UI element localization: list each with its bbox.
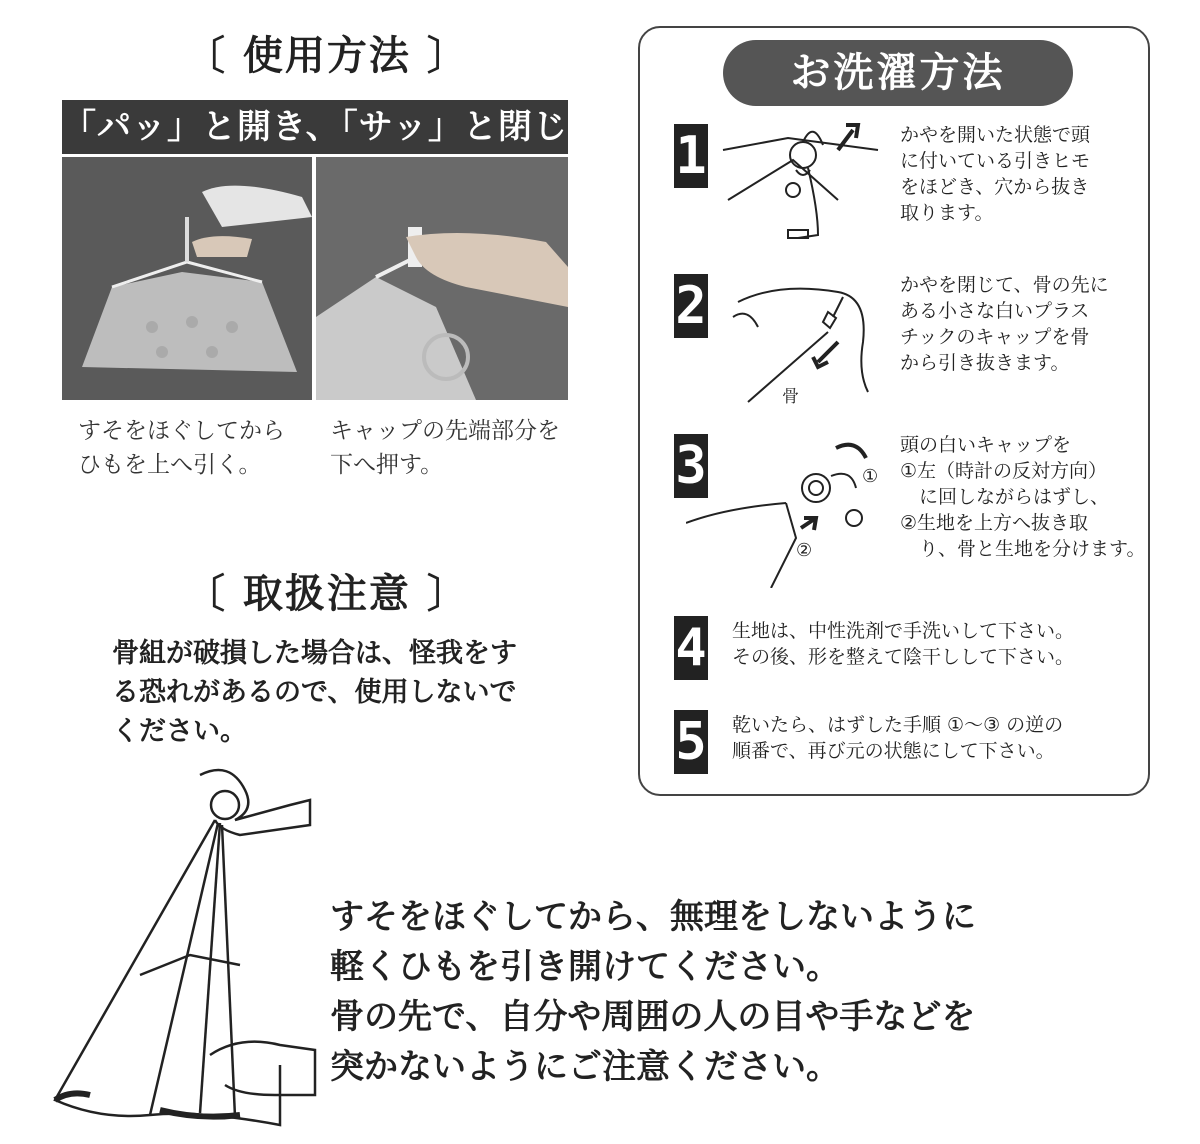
step-3-number: 3 [675, 436, 707, 496]
step-4-text: 生地は、中性洗剤で手洗いして下さい。 その後、形を整えて陰干しして下さい。 [732, 620, 1075, 668]
step-3-marker-1: ① [862, 466, 879, 487]
washing-title: お洗濯方法 [723, 40, 1073, 106]
usage-photo-open [62, 157, 312, 400]
step-5-text: 乾いたら、はずした手順 ①～③ の逆の 順番で、再び元の状態にして下さい。 [732, 714, 1064, 762]
bottom-caution-text: すそをほぐしてから、無理をしないように 軽くひもを引き開けてください。 骨の先で、自分や周囲の人の目や手などを 突かないようにご注意ください。 [330, 897, 976, 1087]
step-3-marker-2: ② [796, 540, 813, 561]
usage-heading: 〔 使用方法 〕 [185, 33, 469, 79]
step-3-illustration [686, 428, 886, 588]
step-2-number: 2 [675, 276, 707, 336]
step-2-illustration [718, 262, 888, 407]
step-1-illustration [718, 110, 888, 250]
closed-net-illustration [40, 765, 320, 1140]
caution-text: 骨組が破損した場合は、怪我をす る恐れがあるので、使用しないで ください。 [112, 638, 517, 747]
step-3-text: 頭の白いキャップを ①左（時計の反対方向） に回しながらはずし、 ②生地を上方へ抜き取 り、骨と生地を分けます。 [900, 434, 1146, 560]
usage-caption-right: キャップの先端部分を 下へ押す。 [330, 418, 560, 478]
step-2-text: かやを閉じて、骨の先に ある小さな白いプラス チックのキャップを骨 から引き抜きます。 [900, 274, 1109, 374]
step-4-number: 4 [675, 618, 707, 678]
caution-heading: 〔 取扱注意 〕 [185, 571, 469, 617]
usage-photo-close [316, 157, 568, 400]
step-1-number: 1 [675, 126, 707, 186]
step-5-number: 5 [675, 712, 707, 772]
step-1-text: かやを開いた状態で頭 に付いている引きヒモ をほどき、穴から抜き 取ります。 [900, 124, 1091, 224]
usage-banner: 「パッ」と開き、「サッ」と閉じる [62, 100, 568, 154]
step-2-bone-label: 骨 [782, 387, 799, 407]
usage-caption-left: すそをほぐしてから ひもを上へ引く。 [78, 418, 285, 478]
